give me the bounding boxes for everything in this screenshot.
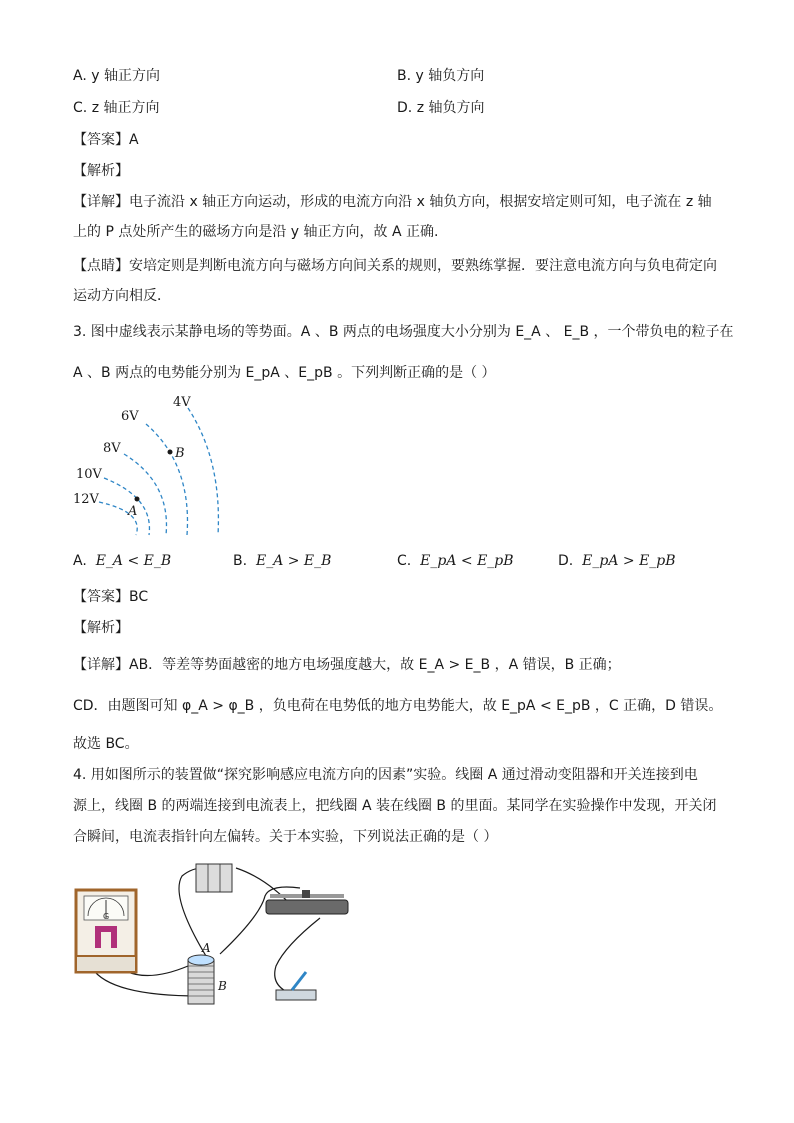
label-8v: 8V: [103, 441, 121, 456]
point-a: [135, 497, 140, 502]
q3-option-a: A. E_A < E_B: [73, 553, 172, 569]
q2-comment-line-1: 【点睛】安培定则是判断电流方向与磁场方向间关系的规则，要熟练掌握．要注意电流方向与负电荷定向: [73, 258, 717, 274]
label-point-a: A: [128, 504, 138, 519]
q2-option-c: C. z 轴正方向: [73, 100, 160, 116]
label-coil-a: A: [202, 941, 211, 955]
label-4v: 4V: [173, 395, 191, 410]
q3-detail-line-1: 【详解】AB．等差等势面越密的地方电场强度越大，故 E_A > E_B ，A 错误，B 正确；: [73, 657, 621, 673]
q3-option-d: D. E_pA > E_pB: [558, 553, 676, 569]
q2-comment-line-2: 运动方向相反．: [73, 288, 171, 304]
rheostat-icon: [266, 890, 348, 914]
label-g: G: [103, 912, 110, 921]
label-coil-b: B: [218, 979, 227, 993]
q3-option-c: C. E_pA < E_pB: [397, 553, 514, 569]
q2-option-d: D. z 轴负方向: [397, 100, 485, 116]
switch-icon: [276, 972, 316, 1000]
q3-detail-line-2: CD．由题图可知 φ_A > φ_B ，负电荷在电势低的地方电势能大，故 E_pA < E_pB ，C 正确，D 错误。: [73, 698, 723, 714]
label-12v: 12V: [73, 492, 99, 507]
battery-icon: [196, 864, 232, 892]
q3-option-b: B. E_A > E_B: [233, 553, 332, 569]
galvanometer: [76, 890, 136, 972]
q2-detail-line-1: 【详解】电子流沿 x 轴正方向运动，形成的电流方向沿 x 轴负方向，根据安培定则可知，电子流在 z 轴: [73, 194, 712, 210]
label-point-b: B: [175, 446, 185, 461]
coil-b-icon: [188, 955, 214, 1004]
q2-option-b: B. y 轴负方向: [397, 68, 485, 84]
point-b: [168, 450, 173, 455]
q3-conclusion: 故选 BC。: [73, 736, 139, 752]
label-10v: 10V: [76, 467, 102, 482]
induction-apparatus-figure: [70, 856, 360, 1011]
q4-stem-line-2: 源上，线圈 B 的两端连接到电流表上，把线圈 A 装在线圈 B 的里面。某同学在实验操作中发现，开关闭: [73, 798, 717, 814]
q4-stem-line-3: 合瞬间，电流表指针向左偏转。关于本实验，下列说法正确的是（ ）: [73, 829, 498, 845]
q4-stem-line-1: 4. 用如图所示的装置做“探究影响感应电流方向的因素”实验。线圈 A 通过滑动变阻器和开关连接到电: [73, 767, 698, 783]
equipotential-line-10v: [104, 478, 149, 535]
q2-detail-line-2: 上的 P 点处所产生的磁场方向是沿 y 轴正方向，故 A 正确.: [73, 224, 439, 240]
q2-analysis: 【解析】: [73, 163, 129, 179]
equipotential-lines: [99, 408, 218, 535]
equipotential-line-8v: [124, 454, 166, 535]
q2-answer: 【答案】A: [73, 132, 139, 148]
q3-stem-line-2: A 、B 两点的电势能分别为 E_pA 、E_pB 。下列判断正确的是（ ）: [73, 365, 496, 381]
q3-answer: 【答案】BC: [73, 589, 149, 605]
equipotential-line-4v: [188, 408, 218, 535]
q3-stem-line-1: 3. 图中虚线表示某静电场的等势面。A 、B 两点的电场强度大小分别为 E_A 、 E_B ，一个带负电的粒子在: [73, 324, 734, 340]
label-6v: 6V: [121, 409, 139, 424]
q3-analysis: 【解析】: [73, 620, 129, 636]
equipotential-figure: [66, 390, 236, 540]
q2-option-a: A. y 轴正方向: [73, 68, 160, 84]
